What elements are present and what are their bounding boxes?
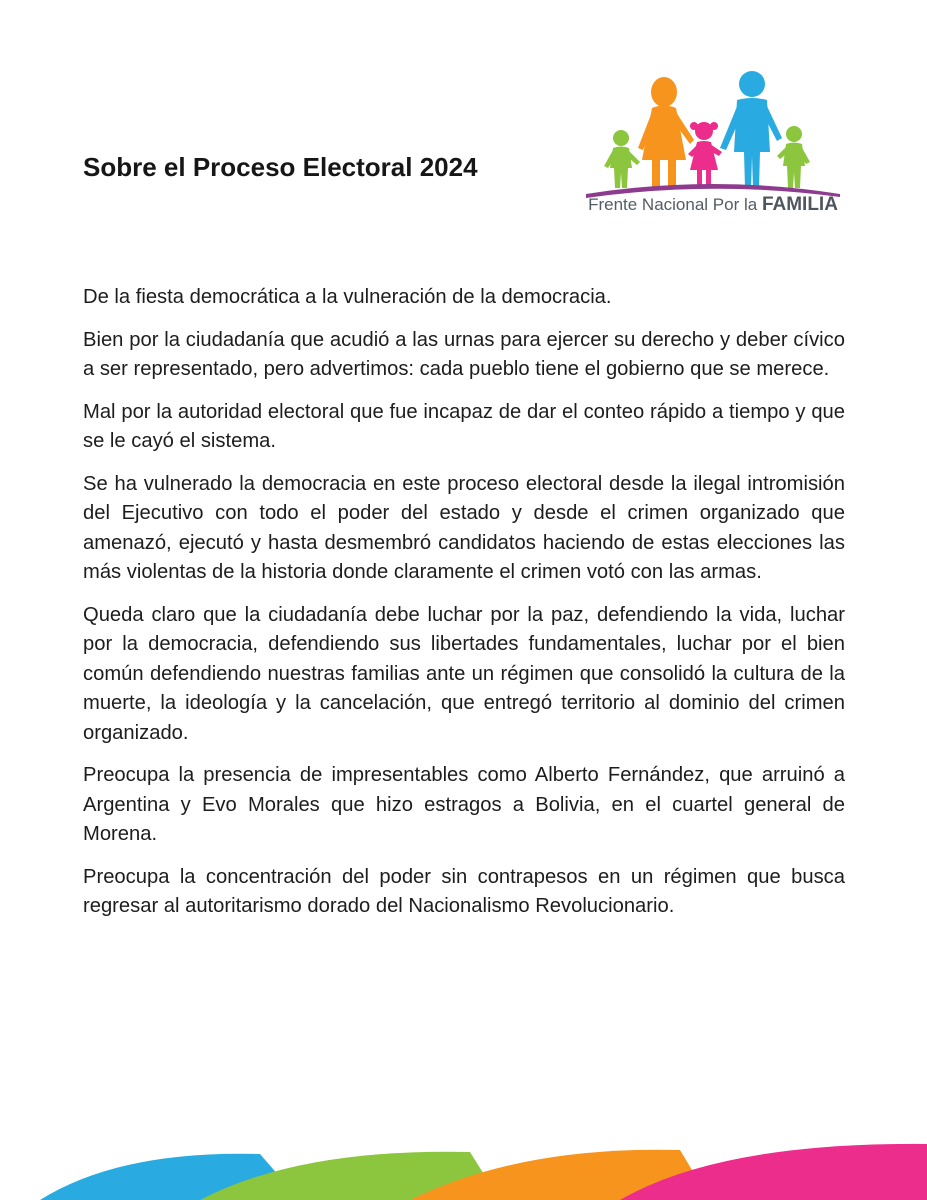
paragraph: Se ha vulnerado la democracia en este proceso electoral desde la ilegal intromisión del Ejecutivo con todo el poder del estado y desde el crimen organizado que amenazó, ejecutó y hasta desmembró candidatos haciendo de estas elecciones las más violentas de la historia donde claramente el crimen votó con las armas. bbox=[83, 472, 845, 583]
paragraph: Preocupa la concentración del poder sin contrapesos en un régimen que busca regresar al autoritarismo dorado del Nacionalismo Revolucionario. bbox=[83, 865, 845, 917]
logo-text-regular: Frente Nacional Por la bbox=[588, 195, 758, 214]
paragraph: Queda claro que la ciudadanía debe luchar por la paz, defendiendo la vida, luchar por la democracia, defendiendo sus libertades fundamentales, luchar por el bien común defendiendo nuestras familias ante un régimen que consolidó la cultura de la muerte, la ideología y la cancelación, que entregó territorio al dominio del crimen organizado. bbox=[83, 603, 845, 744]
logo-text-bold: FAMILIA bbox=[761, 194, 838, 215]
footer-color-waves bbox=[0, 1140, 927, 1200]
document-body bbox=[83, 283, 845, 935]
child-left-figure bbox=[604, 130, 640, 188]
logo-text bbox=[584, 194, 842, 216]
mother-figure bbox=[638, 77, 694, 188]
paragraph: Mal por la autoridad electoral que fue incapaz de dar el conteo rápido a tiempo y que se le cayó el sistema. bbox=[83, 400, 845, 452]
girl-figure bbox=[688, 122, 722, 188]
child-right-figure bbox=[777, 126, 810, 188]
paragraph: Preocupa la presencia de impresentables como Alberto Fernández, que arruinó a Argentina y Evo Morales que hizo estragos a Bolivia, en el cuartel general de Morena. bbox=[83, 764, 845, 845]
page-title: Sobre el Proceso Electoral 2024 bbox=[83, 152, 478, 182]
paragraph: De la fiesta democrática a la vulneración de la democracia. bbox=[83, 286, 612, 308]
paragraph: Bien por la ciudadanía que acudió a las urnas para ejercer su derecho y deber cívico a ser representado, pero advertimos: cada pueblo tiene el gobierno que se merece. bbox=[83, 328, 845, 380]
father-figure bbox=[720, 71, 782, 188]
